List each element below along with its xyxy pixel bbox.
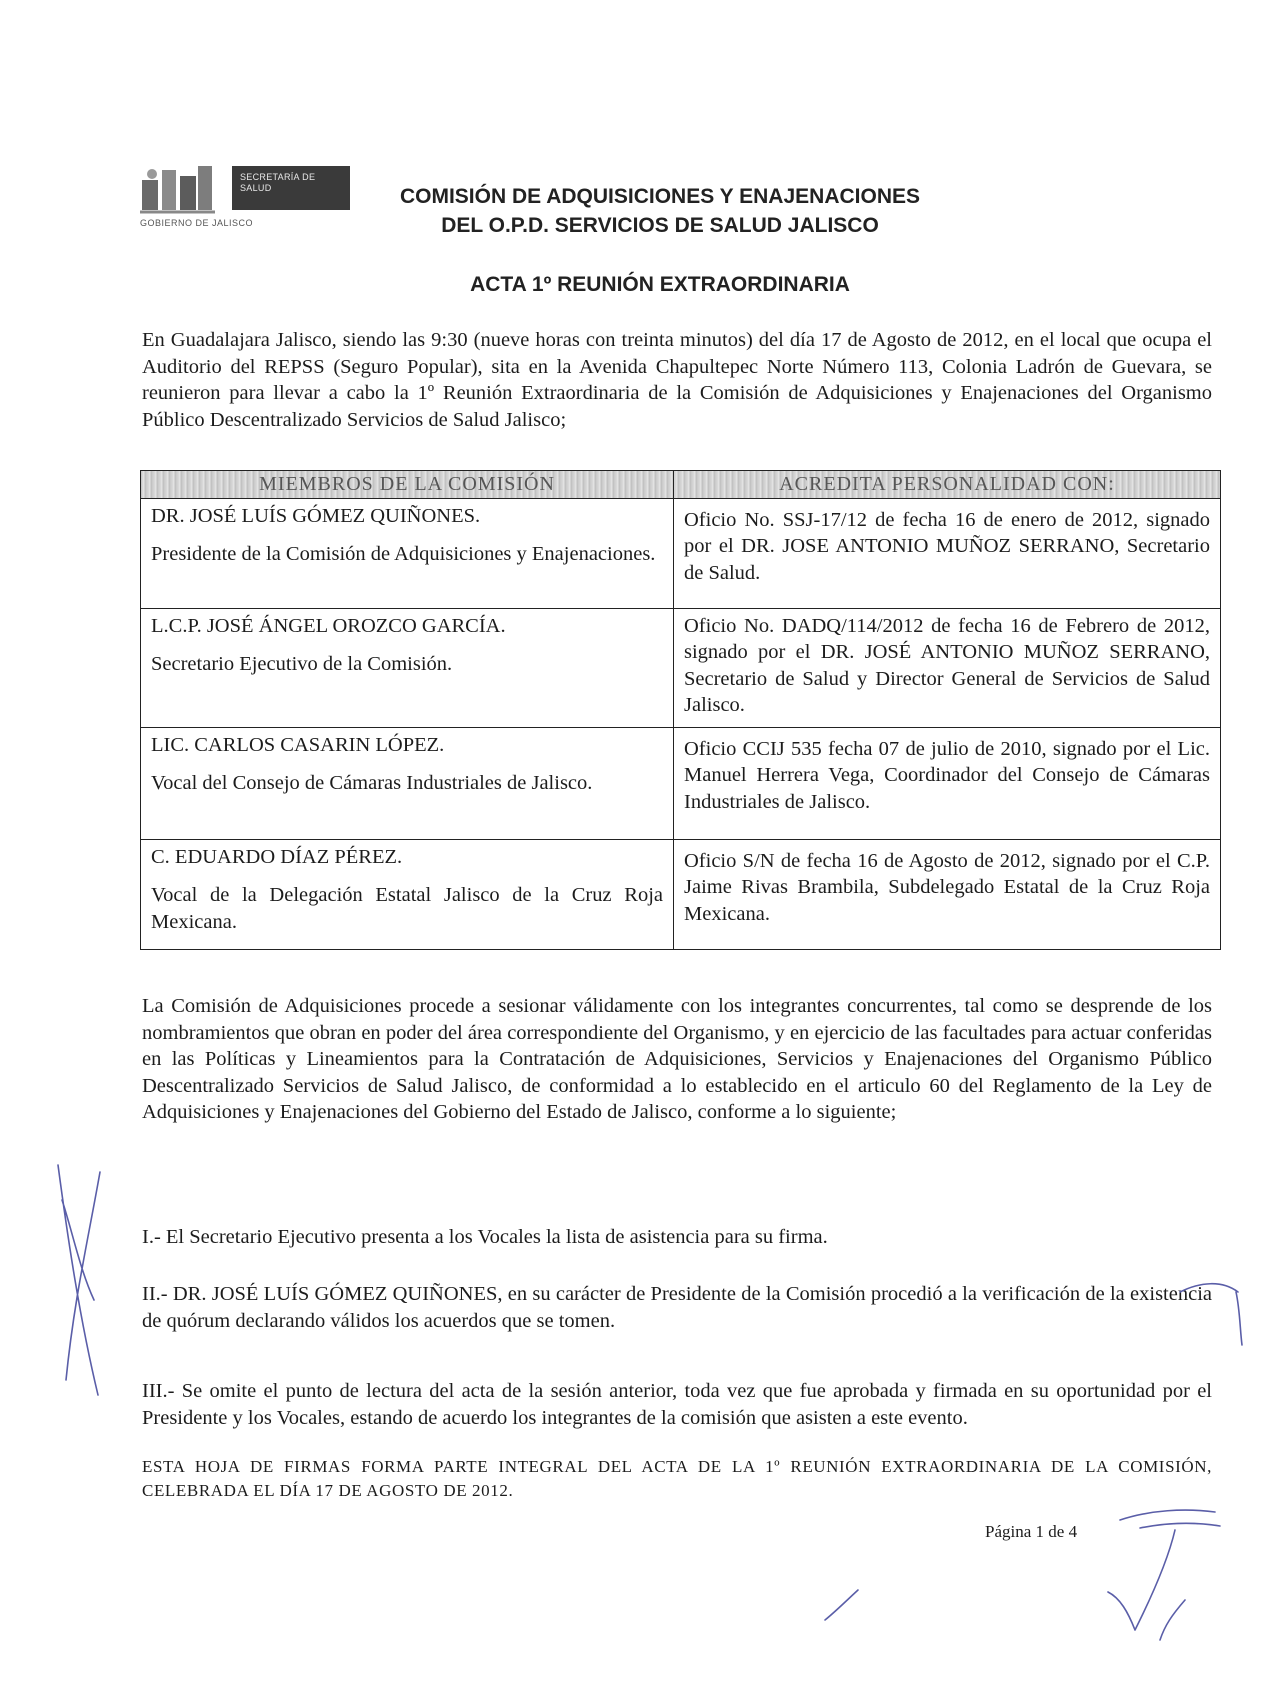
table-row	[141, 608, 1221, 727]
table-row	[141, 727, 1221, 839]
initials-signature-icon	[1108, 1510, 1220, 1640]
member-cell	[141, 727, 674, 839]
agenda-item-3: III.- Se omite el punto de lectura del acta de la sesión anterior, toda vez que fue aprobada y firmada en su oportunidad por el Presidente y los Vocales, estando de acuerdo los integrantes de la comisión que asisten a este evento.	[142, 1380, 1212, 1429]
member-cell	[141, 839, 674, 949]
logo-text-line2: SALUD	[240, 183, 272, 193]
member-role: Vocal del Consejo de Cámaras Industriales de Jalisco.	[151, 772, 593, 794]
margin-signature-x-icon	[58, 1165, 100, 1395]
member-name: LIC. CARLOS CASARIN LÓPEZ.	[151, 733, 445, 756]
member-name: DR. JOSÉ LUÍS GÓMEZ QUIÑONES.	[151, 504, 481, 527]
member-name: L.C.P. JOSÉ ÁNGEL OROZCO GARCÍA.	[151, 614, 506, 637]
document-subtitle: ACTA 1º REUNIÓN EXTRAORDINARIA	[470, 273, 850, 296]
members-table	[140, 470, 1221, 950]
credential-cell: Oficio No. DADQ/114/2012 de fecha 16 de Febrero de 2012, signado por el DR. JOSÉ ANTONIO MUÑOZ SERRANO, Secretario de Salud y Director General de Servicios de Salud Jalisco.	[674, 608, 1221, 727]
page-number: Página 1 de 4	[985, 1522, 1078, 1541]
agenda-item-2: II.- DR. JOSÉ LUÍS GÓMEZ QUIÑONES, en su carácter de Presidente de la Comisión procedió a la verificación de la existencia de quórum declarando válidos los acuerdos que se tomen.	[142, 1283, 1212, 1332]
jalisco-emblem-icon	[140, 162, 215, 218]
table-header-members: MIEMBROS DE LA COMISIÓN	[141, 471, 674, 499]
signature-sheet-note: ESTA HOJA DE FIRMAS FORMA PARTE INTEGRAL DEL ACTA DE LA 1º REUNIÓN EXTRAORDINARIA DE LA COMISIÓN, CELEBRADA EL DÍA 17 DE AGOSTO DE 2012.	[142, 1457, 1212, 1500]
credential-cell: Oficio S/N de fecha 16 de Agosto de 2012, signado por el C.P. Jaime Rivas Brambila, Subdelegado Estatal de la Cruz Roja Mexicana.	[674, 839, 1221, 949]
table-header-row	[141, 471, 1221, 499]
table-row	[141, 839, 1221, 949]
member-role: Secretario Ejecutivo de la Comisión.	[151, 653, 453, 675]
logo-text-box	[232, 166, 350, 210]
document-title-line2: DEL O.P.D. SERVICIOS DE SALUD JALISCO	[441, 214, 879, 237]
member-role: Vocal de la Delegación Estatal Jalisco de la Cruz Roja Mexicana.	[151, 884, 663, 933]
document-title-line1: COMISIÓN DE ADQUISICIONES Y ENAJENACIONES	[399, 185, 921, 208]
check-mark-icon	[825, 1590, 858, 1620]
table-header-credentials: ACREDITA PERSONALIDAD CON:	[674, 471, 1221, 499]
intro-paragraph: En Guadalajara Jalisco, siendo las 9:30 (nueve horas con treinta minutos) del día 17 de Agosto de 2012, en el local que ocupa el Auditorio del REPSS (Seguro Popular), sita en la Avenida Chapultepec Norte Número 113, Colonia Ladrón de Guevara, se reunieron para llevar a cabo la 1º Reunión Extraordinaria de la Comisión de Adquisiciones y Enajenaciones del Organismo Público Descentralizado Servicios de Salud Jalisco;	[142, 329, 1212, 431]
credential-cell: Oficio CCIJ 535 fecha 07 de julio de 2010, signado por el Lic. Manuel Herrera Vega, Coordinador del Consejo de Cámaras Industriales de Jalisco.	[674, 727, 1221, 839]
credential-cell: Oficio No. SSJ-17/12 de fecha 16 de enero de 2012, signado por el DR. JOSE ANTONIO MUÑOZ SERRANO, Secretario de Salud.	[674, 498, 1221, 608]
member-cell	[141, 608, 674, 727]
member-cell	[141, 498, 674, 608]
secretaria-salud-logo	[140, 160, 350, 235]
proceedings-paragraph: La Comisión de Adquisiciones procede a sesionar válidamente con los integrantes concurrentes, tal como se desprende de los nombramientos que obran en poder del área correspondiente del Organismo, y en ejercicio de las facultades para actuar conferidas en las Políticas y Lineamientos para la Contratación de Adquisiciones, Servicios y Enajenaciones del Organismo Público Descentralizado Servicios de Salud Jalisco, de conformidad a lo establecido en el articulo 60 del Reglamento de la Ley de Adquisiciones y Enajenaciones del Gobierno del Estado de Jalisco, conforme a lo siguiente;	[142, 995, 1212, 1123]
member-name: C. EDUARDO DÍAZ PÉREZ.	[151, 845, 403, 868]
table-row	[141, 498, 1221, 608]
logo-caption: GOBIERNO DE JALISCO	[140, 218, 254, 228]
agenda-item-1: I.- El Secretario Ejecutivo presenta a los Vocales la lista de asistencia para su firma.	[142, 1226, 828, 1248]
logo-text-line1: SECRETARÍA DE	[240, 172, 316, 182]
member-role: Presidente de la Comisión de Adquisiciones y Enajenaciones.	[151, 543, 656, 565]
